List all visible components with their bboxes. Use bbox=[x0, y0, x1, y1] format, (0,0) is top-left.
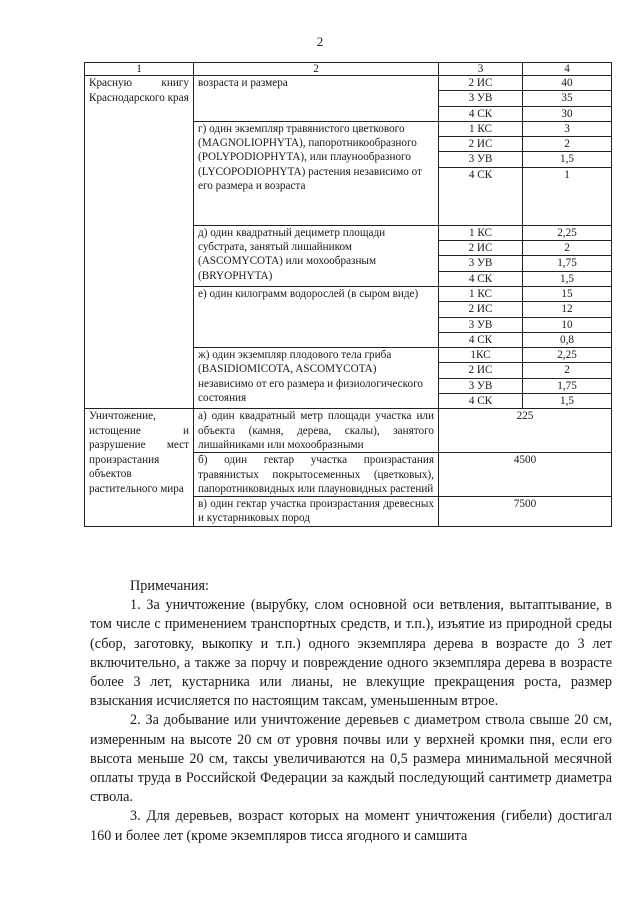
category-code: 4 СК bbox=[439, 271, 523, 286]
category-code: 4 СК bbox=[439, 394, 523, 409]
object-description: а) один квадратный метр площади участка или объекта (камня, дерева, скалы), занятого лишайниками или мохообразными bbox=[194, 409, 439, 453]
rate-value: 12 bbox=[523, 302, 612, 317]
rate-value: 15 bbox=[523, 286, 612, 301]
category-code: 1 КС bbox=[439, 121, 523, 136]
rate-value: 40 bbox=[523, 76, 612, 91]
category-code: 4 СК bbox=[439, 332, 523, 347]
category-code: 4 СК bbox=[439, 167, 523, 225]
rate-value: 2 bbox=[523, 241, 612, 256]
rate-value: 1,5 bbox=[523, 271, 612, 286]
rate-value: 4500 bbox=[439, 453, 612, 497]
column-header: 3 bbox=[439, 63, 523, 76]
category-code: 2 ИС bbox=[439, 137, 523, 152]
category-code: 2 ИС bbox=[439, 241, 523, 256]
category-code: 1КС bbox=[439, 348, 523, 363]
category-code: 3 УВ bbox=[439, 152, 523, 167]
page-number: 2 bbox=[316, 34, 324, 49]
category-cell: Уничтожение, истощение и разрушение мест произрастания объектов растительного мира bbox=[85, 409, 194, 526]
category-code: 4 СК bbox=[439, 106, 523, 121]
table-row bbox=[85, 76, 612, 91]
rate-value: 7500 bbox=[439, 497, 612, 527]
rate-value: 10 bbox=[523, 317, 612, 332]
category-code: 2 ИС bbox=[439, 302, 523, 317]
rate-value: 2,25 bbox=[523, 225, 612, 240]
object-description: в) один гектар участка произрастания древесных и кустарниковых пород bbox=[194, 497, 439, 527]
penalty-table bbox=[84, 62, 612, 527]
rate-value: 0,8 bbox=[523, 332, 612, 347]
rate-value: 2,25 bbox=[523, 348, 612, 363]
object-description: г) один экземпляр травянистого цветкового (MAGNOLIOPHYTA), папоротникообразного (POLYPODIOPHYTA), или плаунообразного (LYCOPODIOPHYTA) растения независимо от его размера и возраста bbox=[194, 121, 439, 225]
rate-value: 2 bbox=[523, 363, 612, 378]
notes-title: Примечания: bbox=[130, 578, 209, 594]
table-row bbox=[85, 409, 612, 453]
category-code: 2 ИС bbox=[439, 76, 523, 91]
rate-value: 1,75 bbox=[523, 378, 612, 393]
table-header-row bbox=[85, 63, 612, 76]
category-code: 3 УВ bbox=[439, 378, 523, 393]
note-paragraph: 3. Для деревьев, возраст которых на момент уничтожения (гибели) достигал 160 и более лет (кроме экземпляров тисса ягодного и самшита bbox=[90, 808, 612, 844]
object-description: ж) один экземпляр плодового тела гриба (BASIDIOMICOTA, ASCOMYCOTA) независимо от его размера и физиологического состояния bbox=[194, 348, 439, 409]
rate-value: 1 bbox=[523, 167, 612, 225]
category-code: 1 КС bbox=[439, 225, 523, 240]
category-code: 1 КС bbox=[439, 286, 523, 301]
note-paragraph: 2. За добывание или уничтожение деревьев с диаметром ствола свыше 20 см, измеренным на высоте 20 см от уровня почвы или у верхней кромки пня, если его высота меньше 20 см, таксы увеличиваются на 0,5 размера минимальной месячной оплаты труда в Российской Федерации за каждый последующий сантиметр диаметра ствола. bbox=[90, 712, 612, 806]
rate-value: 225 bbox=[439, 409, 612, 453]
category-code: 3 УВ bbox=[439, 91, 523, 106]
column-header: 2 bbox=[194, 63, 439, 76]
category-cell: Красную книгу Краснодарского края bbox=[85, 76, 194, 409]
rate-value: 1,5 bbox=[523, 152, 612, 167]
object-description: б) один гектар участка произрастания травянистых покрытосеменных (цветковых), папоротниковидных или плауновидных растений bbox=[194, 453, 439, 497]
column-header: 4 bbox=[523, 63, 612, 76]
notes-section bbox=[90, 577, 612, 846]
object-description: возраста и размера bbox=[194, 76, 439, 122]
rate-value: 35 bbox=[523, 91, 612, 106]
rate-value: 1,5 bbox=[523, 394, 612, 409]
note-paragraph: 1. За уничтожение (вырубку, слом основной оси ветвления, вытаптывание, в том числе с применением транспортных средств, и т.п.), изъятие из природной среды (сбор, заготовку, выкопку и т.п.) одного экземпляра дерева в возрасте до 3 лет включительно, а также за порчу и повреждение одного экземпляра дерева в возрасте более 3 лет, кустарника или лианы, не влекущие прекращения роста, размер взыскания исчисляется по настоящим таксам, уменьшенным втрое. bbox=[90, 597, 612, 710]
category-code: 3 УВ bbox=[439, 256, 523, 271]
rate-value: 2 bbox=[523, 137, 612, 152]
object-description: е) один килограмм водорослей (в сыром виде) bbox=[194, 286, 439, 347]
rate-value: 3 bbox=[523, 121, 612, 136]
rate-value: 1,75 bbox=[523, 256, 612, 271]
category-code: 3 УВ bbox=[439, 317, 523, 332]
rate-value: 30 bbox=[523, 106, 612, 121]
category-code: 2 ИС bbox=[439, 363, 523, 378]
object-description: д) один квадратный дециметр площади субстрата, занятый лишайником (ASCOMYCOTA) или мохообразным (BRYOPHYTA) bbox=[194, 225, 439, 286]
column-header: 1 bbox=[85, 63, 194, 76]
